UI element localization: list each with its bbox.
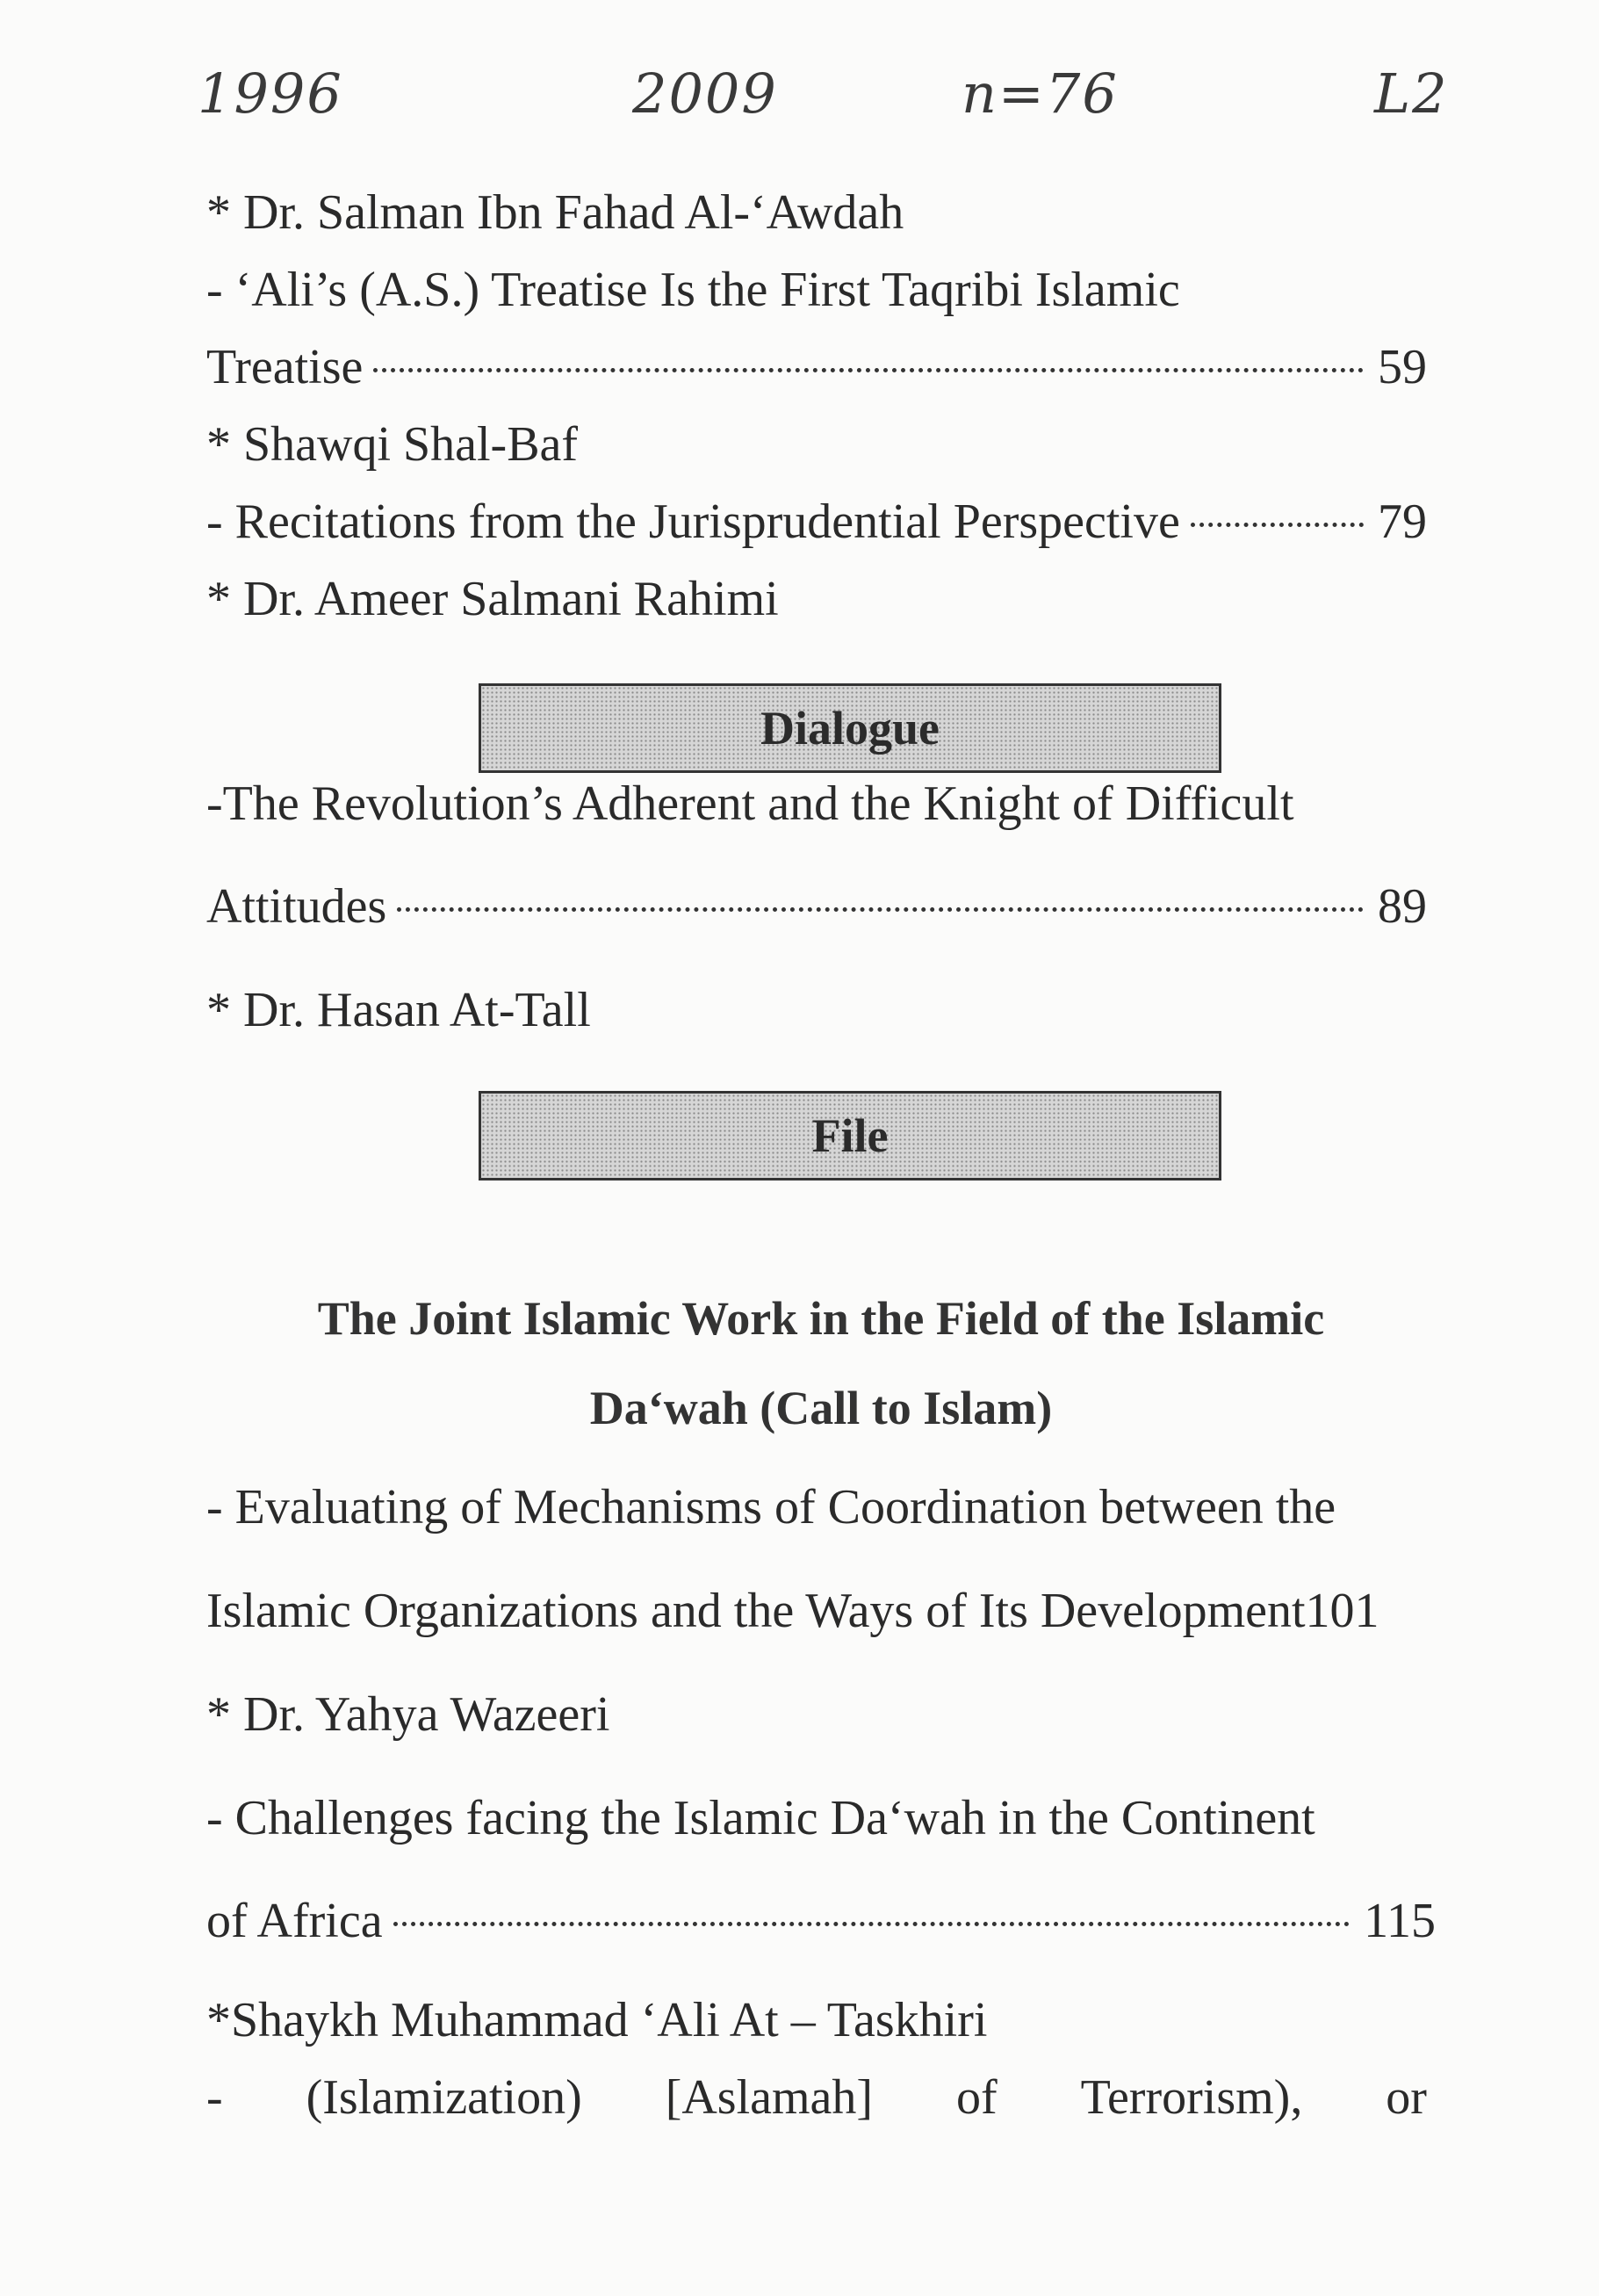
- dialogue-title: -The Revolution’s Adherent and the Knight of Difficult: [206, 776, 1294, 831]
- author-line: * Shawqi Shal-Baf: [206, 417, 579, 472]
- word: (Islamization): [306, 2070, 582, 2125]
- page-number: 59: [1378, 340, 1427, 394]
- toc-row: [206, 878, 1427, 935]
- word: [Aslamah]: [665, 2070, 874, 2125]
- word: or: [1386, 2070, 1427, 2125]
- author-line: * Dr. Hasan At-Tall: [206, 983, 591, 1037]
- word: of: [956, 2070, 998, 2125]
- author-line: * Dr. Ameer Salmani Rahimi: [206, 572, 779, 626]
- section-label: Dialogue: [760, 702, 940, 755]
- page-number: 79: [1378, 495, 1427, 549]
- article-title-line: - Challenges facing the Islamic Da‘wah in the Continent: [206, 1791, 1315, 1845]
- handwritten-mark-code: 2009: [632, 61, 778, 126]
- toc-row: [206, 494, 1427, 550]
- dot-leader: [373, 368, 1364, 372]
- toc-row: [206, 339, 1427, 395]
- article-title: - Recitations from the Jurisprudential Perspective: [206, 495, 1180, 549]
- dot-leader: [397, 907, 1364, 912]
- dialogue-title-line: [206, 776, 1427, 832]
- word: Terrorism),: [1080, 2070, 1303, 2125]
- article-title-line: Islamic Organizations and the Ways of Its Development101: [206, 1584, 1379, 1638]
- author-line: * Dr. Salman Ibn Fahad Al-‘Awdah: [206, 185, 904, 240]
- file-heading-line: The Joint Islamic Work in the Field of the Islamic: [317, 1292, 1325, 1345]
- dialogue-title-continuation: Attitudes: [206, 879, 387, 934]
- page-number: 89: [1378, 879, 1427, 934]
- article-title-line: [206, 2069, 1427, 2126]
- handwritten-mark-number: n=76: [962, 61, 1119, 126]
- section-header-file: [479, 1091, 1221, 1180]
- handwritten-mark-initials: L2: [1374, 61, 1449, 126]
- article-title-continuation: Treatise: [206, 340, 364, 394]
- handwritten-mark-year: 1996: [198, 61, 343, 126]
- author-line: *Shaykh Muhammad ‘Ali At – Taskhiri: [206, 1993, 988, 2047]
- file-heading: [206, 1274, 1436, 1453]
- article-title-line: - Evaluating of Mechanisms of Coordination between the: [206, 1480, 1336, 1534]
- toc-row: [206, 1893, 1436, 1949]
- word: -: [206, 2070, 223, 2125]
- section-label: File: [811, 1109, 889, 1162]
- section-header-dialogue: [479, 683, 1221, 773]
- article-title-line: - ‘Ali’s (A.S.) Treatise Is the First Taqribi Islamic: [206, 263, 1180, 317]
- file-heading-line: Da‘wah (Call to Islam): [589, 1382, 1053, 1434]
- article-title-continuation: of Africa: [206, 1894, 383, 1948]
- page-number: 115: [1364, 1894, 1436, 1948]
- author-line: * Dr. Yahya Wazeeri: [206, 1687, 610, 1742]
- dot-leader: [1191, 523, 1364, 527]
- dot-leader: [393, 1922, 1351, 1926]
